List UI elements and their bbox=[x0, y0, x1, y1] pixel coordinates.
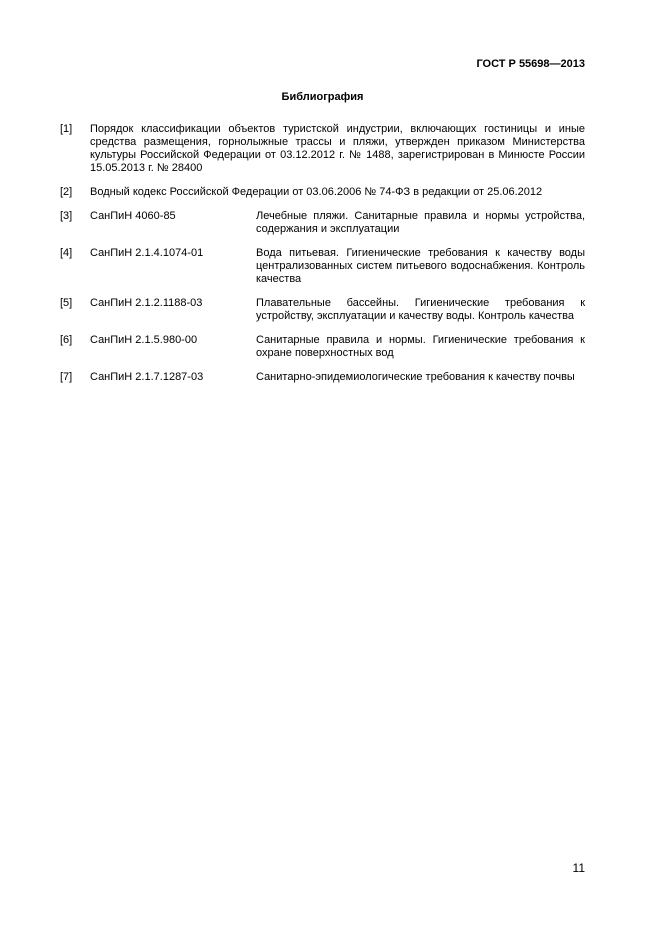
page-content bbox=[60, 58, 585, 395]
references-list bbox=[60, 123, 585, 384]
reference-code: СанПиН 2.1.2.1188-03 bbox=[90, 297, 203, 309]
section-title: Библиография bbox=[281, 91, 364, 103]
reference-number: [3] bbox=[60, 210, 73, 222]
document-header: ГОСТ Р 55698—2013 bbox=[476, 58, 585, 70]
reference-code: СанПиН 4060-85 bbox=[90, 210, 176, 222]
page-number: 11 bbox=[572, 861, 585, 875]
reference-text: Лечебные пляжи. Санитарные правила и нормы устройства, содержания и эксплуатации bbox=[256, 210, 585, 235]
reference-text: Санитарно-эпидемиологические требования к качеству почвы bbox=[256, 371, 575, 383]
reference-number: [7] bbox=[60, 371, 73, 383]
reference-text: Санитарные правила и нормы. Гигиенические требования к охране поверхностных вод bbox=[256, 334, 585, 359]
reference-code: СанПиН 2.1.7.1287-03 bbox=[90, 371, 204, 383]
reference-number: [5] bbox=[60, 297, 73, 309]
reference-text: Водный кодекс Российской Федерации от 03.06.2006 № 74-ФЗ в редакции от 25.06.2012 bbox=[90, 186, 543, 198]
reference-text: Порядок классификации объектов туристской индустрии, включающих гостиницы и иные средства размещения, горнолыжные трассы и пляжи, утвержден приказом Министерства культуры Российской Федерации от 03.12.2012 г. № 1488, зарегистрирован в Минюсте России 15.05.2013 г. № 28400 bbox=[90, 123, 585, 174]
reference-item bbox=[60, 247, 585, 286]
reference-item bbox=[60, 334, 585, 360]
reference-item bbox=[60, 371, 585, 384]
reference-text: Вода питьевая. Гигиенические требования к качеству воды централизованных систем питьевого водоснабжения. Контроль качества bbox=[256, 247, 585, 285]
reference-text: Плавательные бассейны. Гигиенические требования к устройству, эксплуатации и качеству воды. Контроль качества bbox=[256, 297, 585, 322]
reference-item bbox=[60, 186, 585, 199]
reference-item bbox=[60, 123, 585, 175]
reference-item bbox=[60, 297, 585, 323]
reference-number: [6] bbox=[60, 334, 73, 346]
reference-number: [1] bbox=[60, 123, 73, 135]
reference-number: [2] bbox=[60, 186, 73, 198]
reference-item bbox=[60, 210, 585, 236]
reference-number: [4] bbox=[60, 247, 73, 259]
reference-code: СанПиН 2.1.4.1074-01 bbox=[90, 247, 204, 259]
reference-code: СанПиН 2.1.5.980-00 bbox=[90, 334, 198, 346]
